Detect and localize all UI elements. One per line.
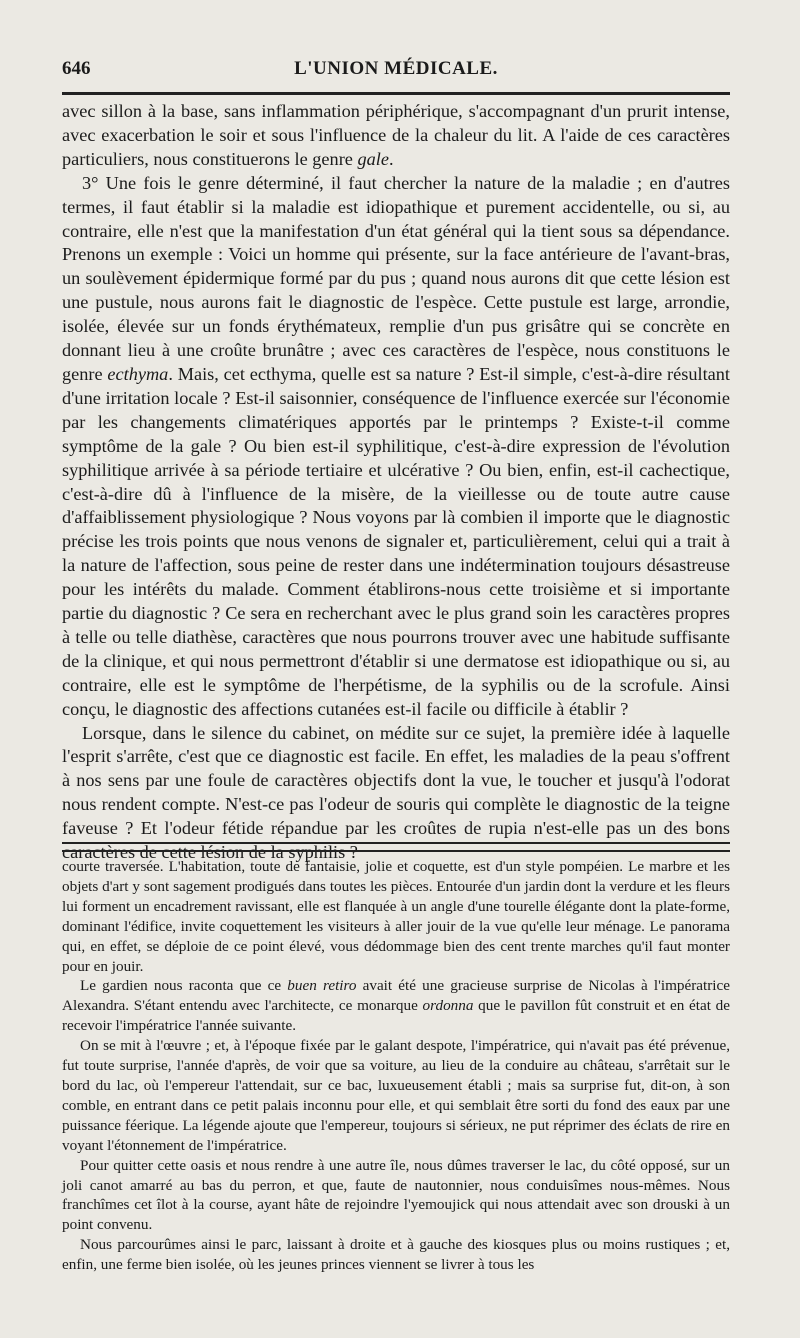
feuilleton-section <box>62 857 730 1275</box>
feuilleton-paragraph-1: courte traversée. L'habitation, toute de fantaisie, jolie et coquette, est d'un style pompéien. Le marbre et les objets d'art y sont sagement prodigués dans toutes les pièces. Entourée d'un jardin dont la verdure et les fleurs lui forment un encadrement ravissant, elle est flanquée à un angle d'une tourelle élégante dont la plate-forme, dominant l'édifice, invite coquettement les visiteurs à aller jouir de la vue qu'elle leur ménage. Le panorama qui, en effet, se déploie de ce point élevé, vous dédommage bien des cent trente marches qu'il faut monter pour en jouir. <box>62 858 730 975</box>
article-paragraph-3: Lorsque, dans le silence du cabinet, on médite sur ce sujet, la première idée à laquelle l'esprit s'arrête, c'est que ce diagnostic est facile. En effet, les maladies de la peau s'offrent à nos sens par une foule de caractères objectifs dont la vue, le toucher et jusqu'à l'odorat nous rendent compte. N'est-ce pas l'odeur de souris qui complète le diagnostic de la teigne faveuse ? Et l'odeur fétide répandue par les croûtes de rupia n'est-elle pas un des bons caractères de cette lésion de la syphilis ? <box>62 722 730 863</box>
main-article <box>62 100 730 865</box>
feuilleton-separator <box>62 842 730 852</box>
feuilleton-paragraph-3: On se mit à l'œuvre ; et, à l'époque fixée par le galant despote, l'impératrice, qui n'avait pas été prévenue, fut toute surprise, l'année d'après, de voir que sa voiture, au lieu de la conduire au château, s'arrêtait sur le bord du lac, où l'empereur l'attendait, sur ce bac, luxueusement établi ; mais sa surprise fut, dit-on, à son comble, en entrant dans ce petit palais inconnu pour elle, et qui semblait être sorti du fond des eaux par une puissance féerique. La légende ajoute que l'empereur, toujours si sérieux, ne put réprimer des éclats de rire en voyant l'étonnement de l'impératrice. <box>62 1037 730 1154</box>
running-header <box>62 58 730 88</box>
journal-title: L'UNION MÉDICALE. <box>294 58 498 79</box>
feuilleton-paragraph-5: Nous parcourûmes ainsi le parc, laissant à droite et à gauche des kiosques plus ou moins rustiques ; et, enfin, une ferme bien isolée, où les jeunes princes viennent se livrer à tous les <box>62 1236 730 1274</box>
header-rule <box>62 92 730 95</box>
article-paragraph-1: avec sillon à la base, sans inflammation périphérique, s'accompagnant d'un prurit intense, avec exacerbation le soir et sous l'influence de la chaleur du lit. A l'aide de ces caractères particuliers, nous constituerons le genre gale. <box>62 101 730 169</box>
feuilleton-paragraph-2: Le gardien nous raconta que ce buen retiro avait été une gracieuse surprise de Nicolas à l'impératrice Alexandra. S'étant entendu avec l'architecte, ce monarque ordonna que le pavillon fût construit et en état de recevoir l'impératrice l'année suivante. <box>62 977 730 1035</box>
page-number: 646 <box>62 58 91 79</box>
article-paragraph-2: 3° Une fois le genre déterminé, il faut chercher la nature de la maladie ; en d'autres termes, il faut établir si la maladie est idiopathique et purement accidentelle, ou si, au contraire, elle n'est que la manifestation d'un état général qui la tient sous sa dépendance. Prenons un exemple : Voici un homme qui présente, sur la face antérieure de l'avant-bras, un soulèvement épidermique formé par du pus ; quand nous aurons dit que cette lésion est une pustule, nous aurons fait le diagnostic de l'espèce. Cette pustule est large, arrondie, isolée, élevée sur un fonds érythémateux, remplie d'un pus grisâtre qui se concrète en donnant lieu à une croûte brunâtre ; avec ces caractères de l'espèce, nous constituons le genre ecthyma. Mais, cet ecthyma, quelle est sa nature ? Est-il simple, c'est-à-dire résultant d'une irritation locale ? Est-il saisonnier, conséquence de l'influence exercée sur l'économie par les changements climatériques apportés par le printemps ? Existe-t-il comme symptôme de la gale ? Ou bien est-il syphilitique, c'est-à-dire expression de l'évolution syphilitique arrivée à sa période tertiaire et ulcérative ? Ou bien, enfin, est-il cachectique, c'est-à-dire dû à l'influence de la misère, de la vieillesse ou de toute autre cause d'affaiblissement physiologique ? Nous voyons par là combien il importe que le diagnostic précise les trois points que nous venons de signaler et, particulièrement, celui qui a trait à la nature de l'affection, sous peine de rester dans une indétermination toujours désastreuse pour les intérêts du malade. Comment établirons-nous cette troisième et si importante partie du diagnostic ? Ce sera en recherchant avec le plus grand soin les caractères propres à telle ou telle diathèse, caractères que nous pourrons trouver avec une habitude suffisante de la clinique, et qui nous permettront d'établir si une dermatose est idiopathique ou si, au contraire, elle est le symptôme de l'herpétisme, de la syphilis ou de la scrofule. Ainsi conçu, le diagnostic des affections cutanées est-il facile ou difficile à établir ? <box>62 172 730 719</box>
feuilleton-paragraph-4: Pour quitter cette oasis et nous rendre à une autre île, nous dûmes traverser le lac, du côté opposé, sur un joli canot amarré au bas du perron, et que, faute de nautonnier, nous conduisîmes nous-mêmes. Nous franchîmes cet îlot à la course, ayant hâte de rejoindre l'yemoujick qui nous attendait avec son drouski à un point convenu. <box>62 1156 730 1234</box>
